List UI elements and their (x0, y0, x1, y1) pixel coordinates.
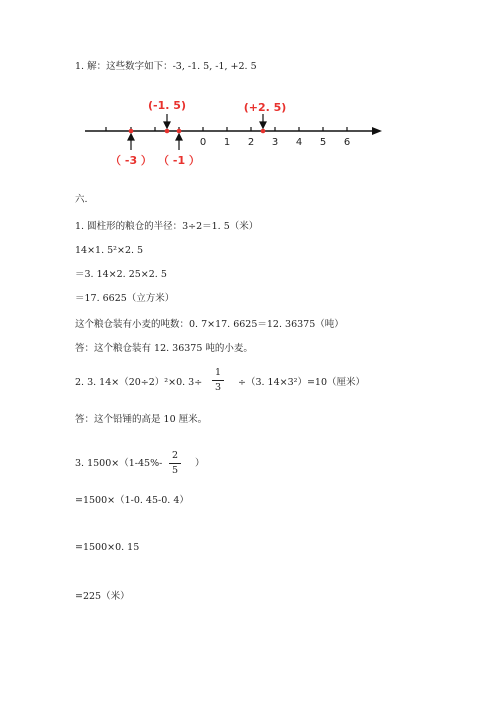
q6-line-1: 1. 圆柱形的粮仓的半径：3÷2＝1. 5（米） (75, 221, 259, 232)
number-line-figure (80, 88, 390, 173)
label-pos2-5: (+2. 5) (243, 101, 287, 114)
label-neg1-5: (-1. 5) (148, 99, 186, 112)
tick-label-3: 3 (271, 137, 279, 148)
q3-expression-post: ） (195, 458, 205, 469)
point-neg1-5 (165, 129, 170, 134)
label-neg1: （ -1 ） (158, 154, 200, 167)
q3-fraction-denominator: 5 (171, 465, 179, 476)
q2-fraction-denominator: 3 (214, 382, 222, 393)
q1-answer-text: 1. 解：这些数字如下：-3, -1. 5, -1, +2. 5 (75, 61, 257, 72)
label-neg3: （ -3 ） (110, 154, 152, 167)
q3-step-2: =1500×0. 15 (75, 542, 140, 553)
q2-expression-pre: 2. 3. 14×（20÷2）²×0. 3÷ (75, 377, 203, 388)
tick-label-0: 0 (199, 137, 207, 148)
tick-label-5: 5 (319, 137, 327, 148)
q3-expression-pre: 3. 1500×（1-45%- (75, 458, 163, 469)
q2-fraction-numerator: 1 (214, 367, 222, 378)
q6-line-6: 答：这个粮仓装有 12. 36375 吨的小麦。 (75, 343, 253, 354)
q2-fraction (212, 367, 224, 394)
q3-fraction-numerator: 2 (171, 450, 179, 461)
q3-step-3: =225（米） (75, 591, 130, 602)
point-neg3 (129, 129, 134, 134)
q6-line-3: ＝3. 14×2. 25×2. 5 (75, 269, 167, 280)
q6-line-5: 这个粮仓装有小麦的吨数：0. 7×17. 6625＝12. 36375（吨） (75, 319, 344, 330)
q3-fraction (169, 450, 181, 477)
tick-label-1: 1 (223, 137, 231, 148)
q6-line-4: ＝17. 6625（立方米） (75, 293, 175, 304)
q6-line-2: 14×1. 5²×2. 5 (75, 245, 144, 256)
q2-expression-post: ÷（3. 14×3²）=10（厘米） (238, 377, 365, 388)
point-pos2-5 (261, 129, 266, 134)
q3-step-1: =1500×（1-0. 45-0. 4） (75, 495, 189, 506)
tick-label-2: 2 (247, 137, 255, 148)
q2-answer: 答：这个铅锤的高是 10 厘米。 (75, 414, 208, 425)
tick-label-6: 6 (343, 137, 351, 148)
tick-label-4: 4 (295, 137, 303, 148)
point-neg1 (177, 129, 182, 134)
section-title: 六. (75, 194, 88, 205)
number-line-arrow (372, 127, 382, 135)
